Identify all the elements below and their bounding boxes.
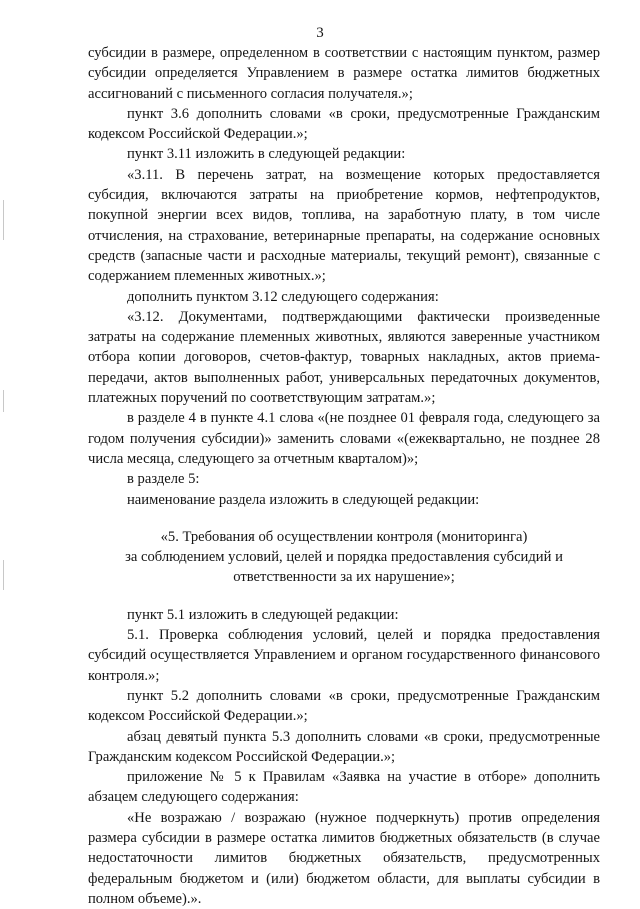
page-number: 3 xyxy=(316,25,324,41)
paragraph: наименование раздела изложить в следующей редакции: xyxy=(127,491,480,508)
paragraph: пункт 3.11 изложить в следующей редакции: xyxy=(127,146,406,163)
paragraph: в разделе 4 в пункте 4.1 слова «(не позднее 01 февраля года, следующего за годом получения субсидии)» заменить словами «(ежеквартально, не позднее 28 числа месяца, следующего за отчетным кварталом)»; xyxy=(88,410,600,467)
paragraph: пункт 5.2 дополнить словами «в сроки, предусмотренные Гражданским кодексом Российской Федерации.»; xyxy=(88,687,600,725)
section-heading: «5. Требования об осуществлении контроля (мониторинга) за соблюдением условий, целей и порядка предоставления субсидий и ответственности за их нарушение»; xyxy=(125,528,563,586)
paragraph: приложение № 5 к Правилам «Заявка на участие в отборе» дополнить абзацем следующего содержания: xyxy=(88,769,600,806)
paragraph: «Не возражаю / возражаю (нужное подчеркнуть) против определения размера субсидии в размере остатка лимитов бюджетных обязательств (в случае недостаточности лимитов бюджетных обязательств, предусмотренных федеральным бюджетом и (или) бюджетом области, для выплаты субсидии в полном объеме).». xyxy=(88,809,600,907)
paragraph: «3.12. Документами, подтверждающими фактически произведенные затраты на содержание племенных животных, являются заверенные участником отбора копии договоров, счетов-фактур, товарных накладных, актов приема-передачи, актов выполненных работ, универсальных передаточных документов, платежных поручений по соответствующим затратам.»; xyxy=(88,308,600,407)
paragraph: 5.1. Проверка соблюдения условий, целей и порядка предоставления субсидий осуществляется Управлением и органом государственного финансового контроля.»; xyxy=(88,627,600,684)
document-body xyxy=(88,43,600,909)
paragraph: пункт 3.6 дополнить словами «в сроки, предусмотренные Гражданским кодексом Российской Федерации.»; xyxy=(88,105,600,143)
paragraph: в разделе 5: xyxy=(127,471,200,488)
paragraph: субсидии в размере, определенном в соответствии с настоящим пунктом, размер субсидии определяется Управлением в размере остатка лимитов бюджетных ассигнований с письменного согласия получателя.»; xyxy=(88,45,600,102)
paragraph: абзац девятый пункта 5.3 дополнить словами «в сроки, предусмотренные Гражданским кодексом Российской Федерации.»; xyxy=(88,728,600,765)
paragraph: «3.11. В перечень затрат, на возмещение которых предоставляется субсидия, включаются затраты на приобретение кормов, нефтепродуктов, покупной энергии всех видов, топлива, на заработную плату, в том числе отчисления, на страхование, ветеринарные препараты, на содержание основных средств (запасные части и расходные материалы, текущий ремонт), связанные с содержанием племенных животных.»; xyxy=(88,166,600,285)
paragraph: дополнить пунктом 3.12 следующего содержания: xyxy=(127,288,439,305)
scan-margin-mark xyxy=(3,390,4,412)
scan-margin-mark xyxy=(3,200,4,240)
paragraph: пункт 5.1 изложить в следующей редакции: xyxy=(127,606,399,623)
scan-margin-mark xyxy=(3,560,4,590)
